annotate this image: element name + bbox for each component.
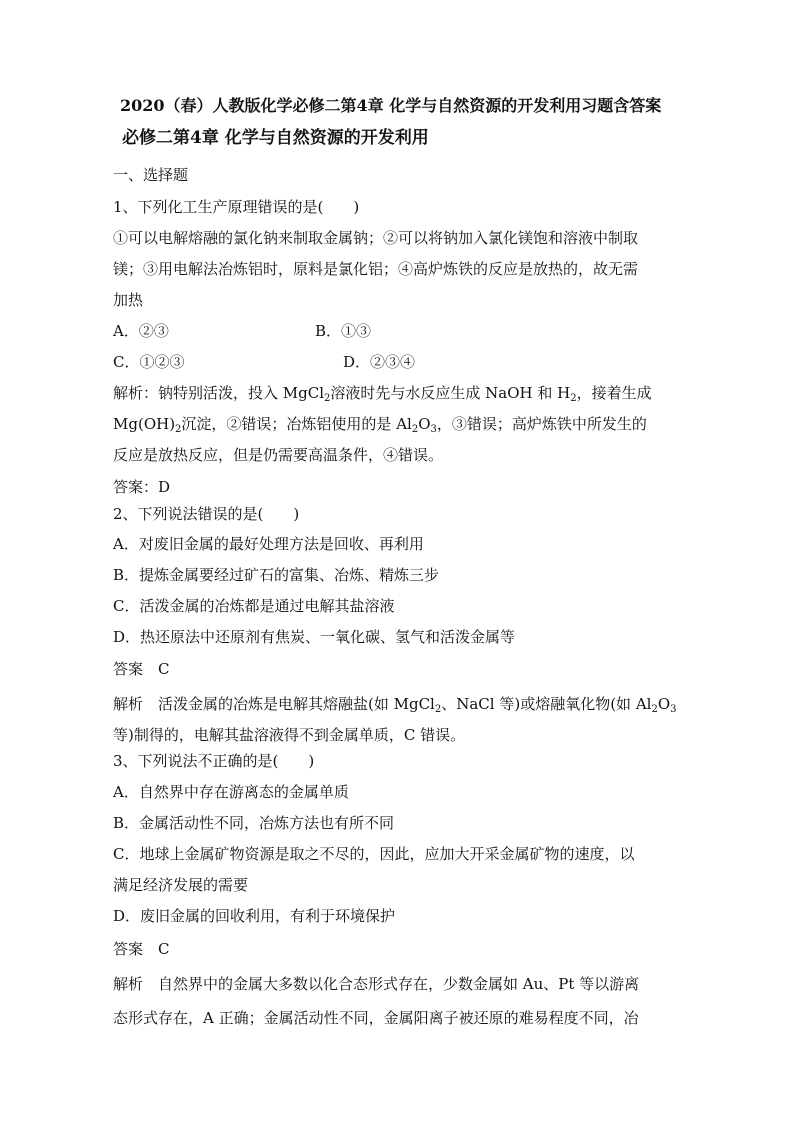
q2-explanation-line2: 等)制得的，电解其盐溶液得不到金属单质，C 错误。: [113, 726, 466, 744]
q3-explanation-line1: 解析 自然界中的金属大多数以化合态形式存在，少数金属如 Au、Pt 等以游离: [113, 975, 640, 993]
q1-body-line3: 加热: [113, 291, 144, 309]
q1-options-row2: [113, 352, 416, 372]
q1-explanation-line1: 解析：钠特别活泼，投入 MgCl$_2$溶液时先与水反应生成 NaOH 和 $H_2$，接着生成: [113, 384, 652, 404]
document-subtitle: 必修二第4章 化学与自然资源的开发利用: [122, 128, 429, 148]
q3-option-a: A．自然界中存在游离态的金属单质: [113, 783, 349, 801]
q3-option-c-line2: 满足经济发展的需要: [113, 876, 249, 894]
q2-option-a: A．对废旧金属的最好处理方法是回收、再利用: [113, 535, 424, 553]
q3-stem: 3、下列说法不正确的是( ): [113, 752, 315, 770]
q1-body-line1: ①可以电解熔融的氯化钠来制取金属钠；②可以将钠加入氯化镁饱和溶液中制取: [113, 229, 639, 247]
q1-option-a: A．②③: [113, 322, 169, 340]
q1-options-row1: [113, 321, 372, 341]
q2-option-b: B．提炼金属要经过矿石的富集、冶炼、精炼三步: [113, 566, 440, 584]
q2-option-c: C．活泼金属的冶炼都是通过电解其盐溶液: [113, 597, 395, 615]
q3-option-b: B．金属活动性不同，冶炼方法也有所不同: [113, 814, 395, 832]
q1-option-b: B．①③: [315, 322, 372, 340]
q1-body-line2: 镁；③用电解法冶炼铝时，原料是氯化铝；④高炉炼铁的反应是放热的，故无需: [113, 260, 639, 278]
q2-answer: 答案 C: [113, 660, 170, 678]
q1-explanation-line3: 反应是放热反应，但是仍需要高温条件，④错误。: [113, 446, 444, 464]
q2-option-d: D．热还原法中还原剂有焦炭、一氧化碳、氢气和活泼金属等: [113, 628, 516, 646]
q3-answer: 答案 C: [113, 940, 170, 958]
document-title: 2020（春）人教版化学必修二第4章 化学与自然资源的开发利用习题含答案: [120, 96, 662, 115]
q1-stem: 1、下列化工生产原理错误的是( ): [113, 198, 360, 216]
q3-explanation-line2: 态形式存在，A 正确；金属活动性不同，金属阳离子被还原的难易程度不同，冶: [113, 1009, 639, 1027]
section-heading: 一、选择题: [113, 166, 189, 184]
q2-explanation-line1: 解析 活泼金属的冶炼是电解其熔融盐(如 MgCl$_2$、NaCl 等)或熔融氧化物(如 $Al_2O_3$: [113, 695, 677, 715]
q2-stem: 2、下列说法错误的是( ): [113, 505, 300, 523]
q3-option-d: D．废旧金属的回收利用，有利于环境保护: [113, 907, 396, 925]
q1-answer: 答案：D: [113, 478, 171, 496]
q1-option-c: C．①②③: [113, 353, 185, 371]
q1-option-d: D．②③④: [343, 353, 416, 371]
q3-option-c-line1: C．地球上金属矿物资源是取之不尽的，因此，应加大开采金属矿物的速度，以: [113, 845, 635, 863]
q1-explanation-line2: $Mg(OH)_2$沉淀，②错误；冶炼铝使用的是 $Al_2O_3$，③错误；高炉炼铁中所发生的: [113, 415, 647, 435]
